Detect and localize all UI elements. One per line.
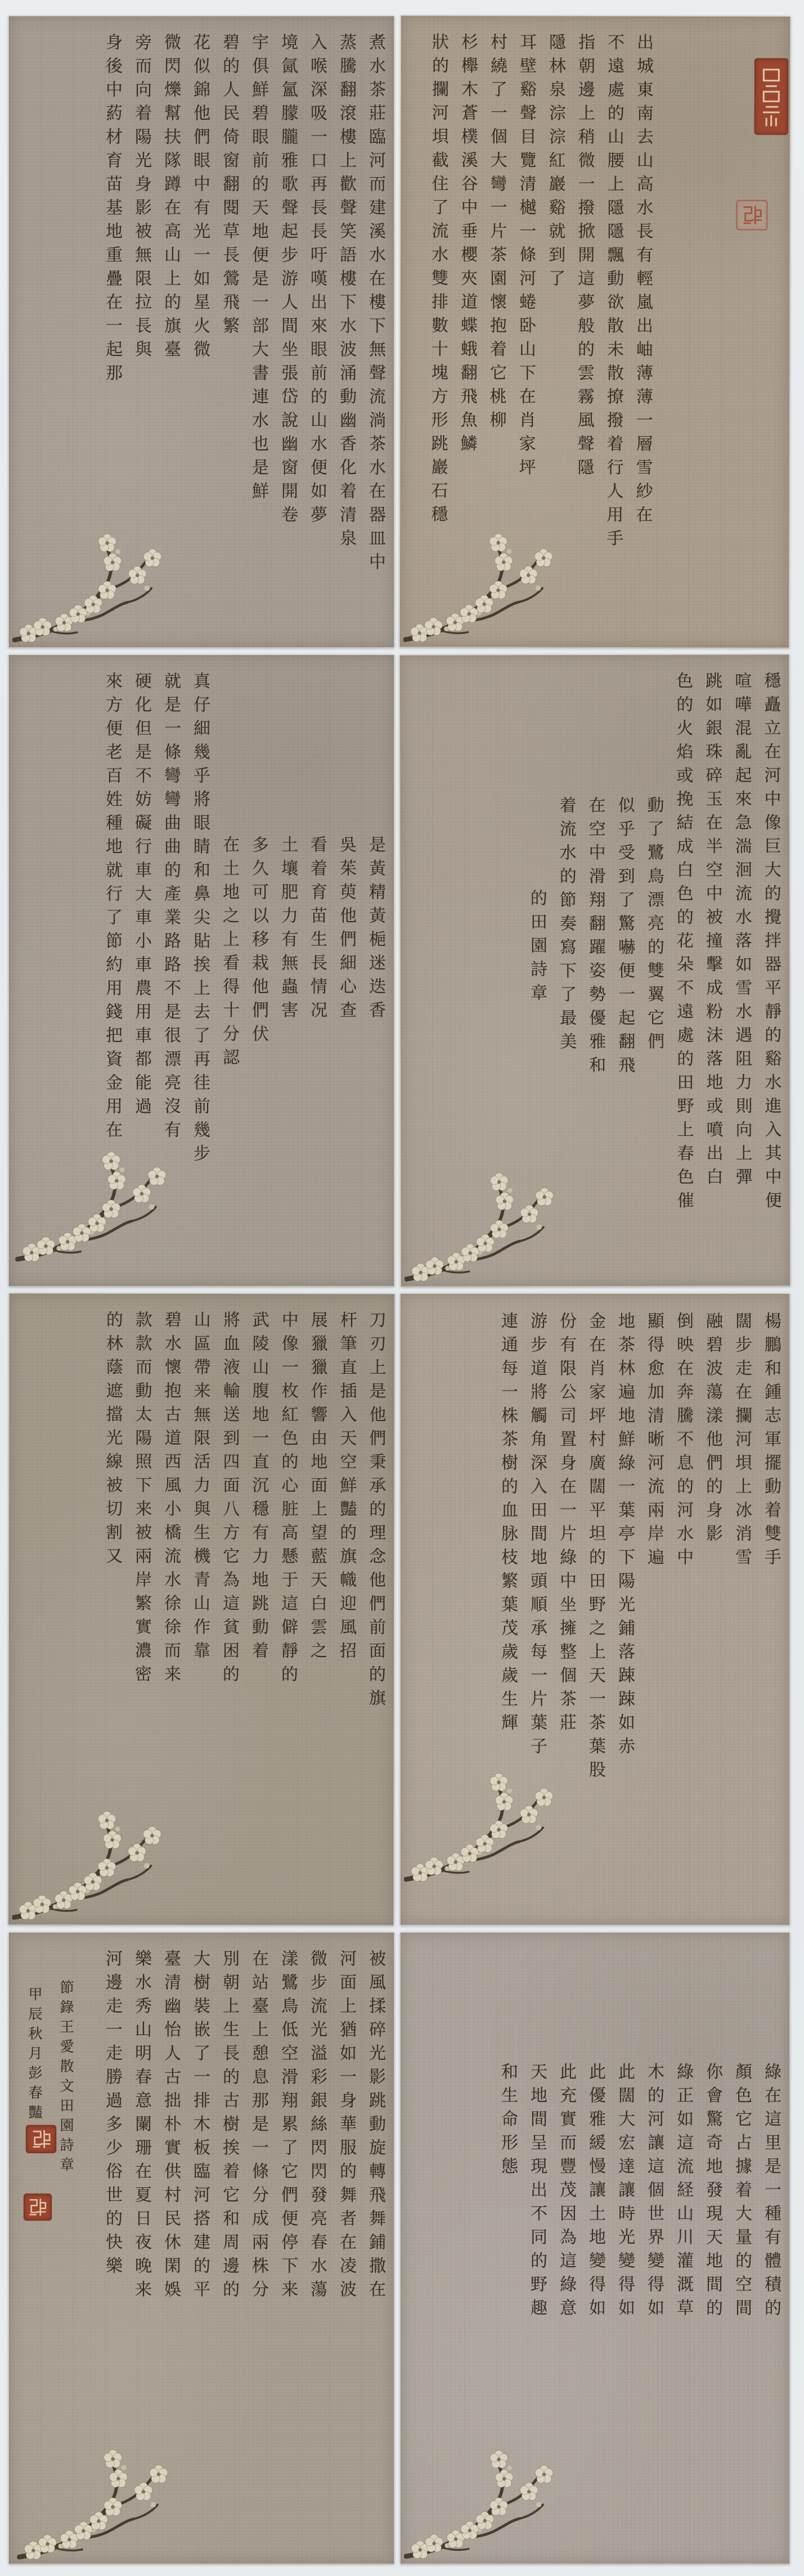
text-column: 的林蔭遮擋光線被切割又	[102, 1310, 123, 1571]
text-column: 此優雅緩慢讓土地變得如	[586, 2063, 605, 2322]
text-column: 別朝上生長的古樹挨着它和周邊的	[219, 1950, 239, 2304]
text-column: 展獵獵作響由地面上望藍天白雲之	[307, 1311, 327, 1666]
calligraphy-columns	[407, 1309, 780, 1918]
text-column: 蒸騰翻滾樓上歡聲笑語樓下水波涌動幽香化着清泉	[336, 33, 356, 553]
text-column: 村繞了一個大彎一片茶園懷抱着它桃柳	[486, 33, 507, 435]
text-column: 漾鷺鳥低空滑翔累了它們便停下来	[278, 1950, 298, 2304]
calligraphy-panel-7	[400, 1932, 790, 2564]
text-column: 河面上猶如一身華服的舞者在凌波	[336, 1950, 356, 2304]
text-column: 和生命形態	[498, 2063, 518, 2181]
text-column: 杉櫸木蒼樸溪谷中垂櫻夾道蝶蛾翻飛魚鱗	[457, 33, 478, 458]
colophon-signature: 甲辰秋月彭春豔	[26, 1987, 43, 2124]
calligraphy-columns	[16, 670, 385, 1279]
text-column: 不遠處的山腰上隱隱飄動欲散未散撩撥着行人用手	[603, 33, 625, 553]
text-column: 此充實而豐茂因為這綠意	[556, 2063, 576, 2322]
text-column: 的田園詩章	[527, 889, 547, 1008]
text-column: 款款而動太陽照下来被兩岸繁實濃密	[131, 1310, 152, 1689]
text-column: 武陵山腹地一直沉穩有力地跳動着	[248, 1311, 269, 1666]
calligraphy-columns	[407, 30, 653, 640]
text-column: 吳茱萸他們細心查	[336, 836, 356, 1025]
text-column: 微閃爍幫扶隊蹲在高山上的旗臺	[161, 33, 181, 364]
small-collector-seal-icon	[736, 200, 767, 231]
text-column: 在空中滑翔翻躍姿勢優雅和	[585, 796, 606, 1080]
text-column: 入喉深吸一口再長長吁嘆出來眼前的山水便如夢	[307, 33, 327, 529]
text-column: 碧的人民倚窗翻閱草長鶯飛繁	[219, 33, 239, 340]
text-column: 金在肖家坪村廣闊平坦的田野之上天一茶葉股	[586, 1312, 605, 1784]
text-column: 臺清幽怡人古拙朴實供村民休閑娛	[161, 1950, 181, 2304]
calligraphy-columns	[407, 669, 781, 1279]
text-column: 天地間呈現出不同的野趣	[527, 2063, 547, 2322]
text-column: 着流水的節奏寫下了最美	[556, 796, 577, 1057]
text-column: 碧水懷抱古道西風小橋流水徐徐而来	[160, 1310, 181, 1689]
text-column: 境氤氳朦朧雅歌聲起步游人間坐張岱說幽窗開卷	[278, 33, 298, 529]
text-column: 倒映在奔騰不息的河水中	[673, 1312, 693, 1572]
calligraphy-columns	[407, 1947, 780, 2557]
colophon-attribution: 節錄王愛散文田園詩章	[58, 1980, 74, 2177]
artist-studio-seal-icon	[24, 2194, 52, 2221]
text-column: 在土地之上看得十分認	[219, 836, 239, 1072]
text-column: 微步流光溢彩銀絲閃閃發亮春水蕩	[307, 1950, 327, 2304]
text-column: 多久可以移栽他們伏	[249, 836, 268, 1048]
text-column: 綠在這里是一種有體積的	[761, 2063, 781, 2322]
calligraphy-panel-1	[399, 15, 790, 648]
text-column: 是黃精黃梔迷迭香	[366, 836, 385, 1025]
text-column: 此闊大宏達讓時光變得如	[615, 2063, 635, 2322]
text-column: 跳如銀珠碎玉在半空中被撞擊成粉沫落地或噴出白	[702, 671, 723, 1192]
calligraphy-columns	[16, 31, 385, 640]
text-column: 中像一枚紅色的心脏高懸于這僻靜的	[277, 1311, 298, 1689]
artist-name-seal-icon	[26, 2125, 56, 2153]
text-column: 喧嘩混亂起來急湍洄流水落如雪水遇阻力則向上彈	[731, 671, 752, 1192]
calligraphy-columns	[15, 1309, 385, 1919]
text-column: 動了鷺鳥漂亮的雙翼它們	[644, 796, 664, 1056]
text-column: 在站臺上憩息那是一條分成兩株分	[249, 1950, 268, 2304]
text-column: 闊步走在攔河垻上冰消雪	[732, 1312, 752, 1572]
text-column: 隱林泉淙淙紅巖谿就到了	[545, 33, 566, 293]
text-column: 綠正如這流経山川灌溉草	[673, 2063, 693, 2322]
text-column: 就是一條彎彎曲曲的產業路路不是很漂亮沒有	[161, 672, 181, 1144]
text-column: 指朝邊上稍微一撥掀開這夢般的雲霧風聲隱	[574, 33, 595, 482]
text-column: 耳壁谿聲目覽清樾一條河蜷卧山下在肖家坪	[515, 33, 537, 482]
calligraphy-panel-5	[400, 1293, 790, 1925]
text-column: 你會驚奇地發現天地間的	[703, 2063, 722, 2322]
text-column: 大樹裝嵌了一排木板臨河搭建的平	[190, 1950, 210, 2304]
scroll-opening-seal-icon	[754, 58, 788, 135]
text-column: 土壤肥力有無蟲害	[278, 836, 298, 1025]
text-column: 真仔細幾乎將眼睛和鼻尖貼挨上去了再徍前幾步	[190, 672, 210, 1168]
calligraphy-panel-8	[8, 1932, 394, 2564]
text-column: 看着育苗生長情况	[307, 836, 327, 1025]
calligraphy-panel-3	[399, 654, 790, 1287]
text-column: 顯得愈加清晰河流兩岸遍	[644, 1312, 664, 1572]
text-column: 硬化但是不妨礙行車大車小車農用車都能過	[132, 672, 151, 1121]
text-column: 地茶林遍地鮮綠一葉亭下陽光鋪落踈踈如赤	[615, 1312, 635, 1761]
text-column: 連通每一株茶樹的血脉枝繁葉茂歲歲生輝	[498, 1312, 518, 1737]
text-column: 被風揉碎光影跳動旋轉飛舞鋪撒在	[366, 1950, 385, 2304]
text-column: 出城東南去山高水長有輕嵐出岫薄薄一層雪紗在	[632, 33, 654, 530]
text-column: 顏色它占據着大量的空間	[732, 2063, 752, 2322]
text-column: 宇俱鮮碧眼前的天地便是一部大書連水也是鮮	[249, 33, 268, 506]
calligraphy-panel-2	[8, 16, 394, 648]
text-column: 刀刃上是他們秉承的理念他們前面的旗	[365, 1311, 386, 1713]
text-column: 煮水茶莊臨河而建溪水在樓下無聲流淌茶水在器皿中	[366, 33, 385, 576]
text-column: 游步道將觸角深入田間地頭順承每一片葉子	[527, 1312, 547, 1761]
text-column: 狀的攔河垻截住了流水雙排數十塊方形跳巖石穩	[428, 33, 449, 529]
text-column: 穩矗立在河中像巨大的攪拌器平靜的谿水進入其中便	[761, 671, 781, 1215]
text-column: 旁而向着陽光身影被無限拉長與	[132, 33, 151, 364]
calligraphy-panel-6	[8, 1293, 395, 1926]
text-column: 將血液輸送到四面八方它為這貧困的	[219, 1311, 240, 1689]
text-column: 河邊走一走勝過多少俗世的快樂	[102, 1950, 122, 2280]
text-column: 山區帶来無限活力與生機青山作靠	[190, 1310, 210, 1666]
text-column: 來方便老百姓種地就行了節約用錢把資金用在	[102, 672, 122, 1144]
text-column: 色的火焰或挽結成白色的花朵不遠處的田野上春色催	[673, 671, 694, 1215]
text-column: 楊鵬和鍾志軍擺動着雙手	[761, 1312, 781, 1572]
text-column: 木的河讓這個世界變得如	[644, 2063, 664, 2322]
text-column: 杆筆直插入天空鮮豔的旗幟迎風招	[336, 1311, 357, 1666]
text-column: 樂水秀山明春意闌珊在夏日夜晚来	[132, 1950, 151, 2304]
text-column: 份有限公司置身在一片綠中坐擁整個茶莊	[556, 1312, 576, 1737]
calligraphy-panel-4	[8, 655, 394, 1287]
text-column: 融碧波蕩漾他們的身影	[703, 1312, 722, 1548]
text-column: 似乎受到了驚嚇便一起翻飛	[614, 796, 635, 1080]
text-column: 花似錦他們眼中有光一如星火微	[190, 33, 210, 364]
text-column: 身後中葯材育苗基地重疊在一起那	[102, 33, 122, 387]
